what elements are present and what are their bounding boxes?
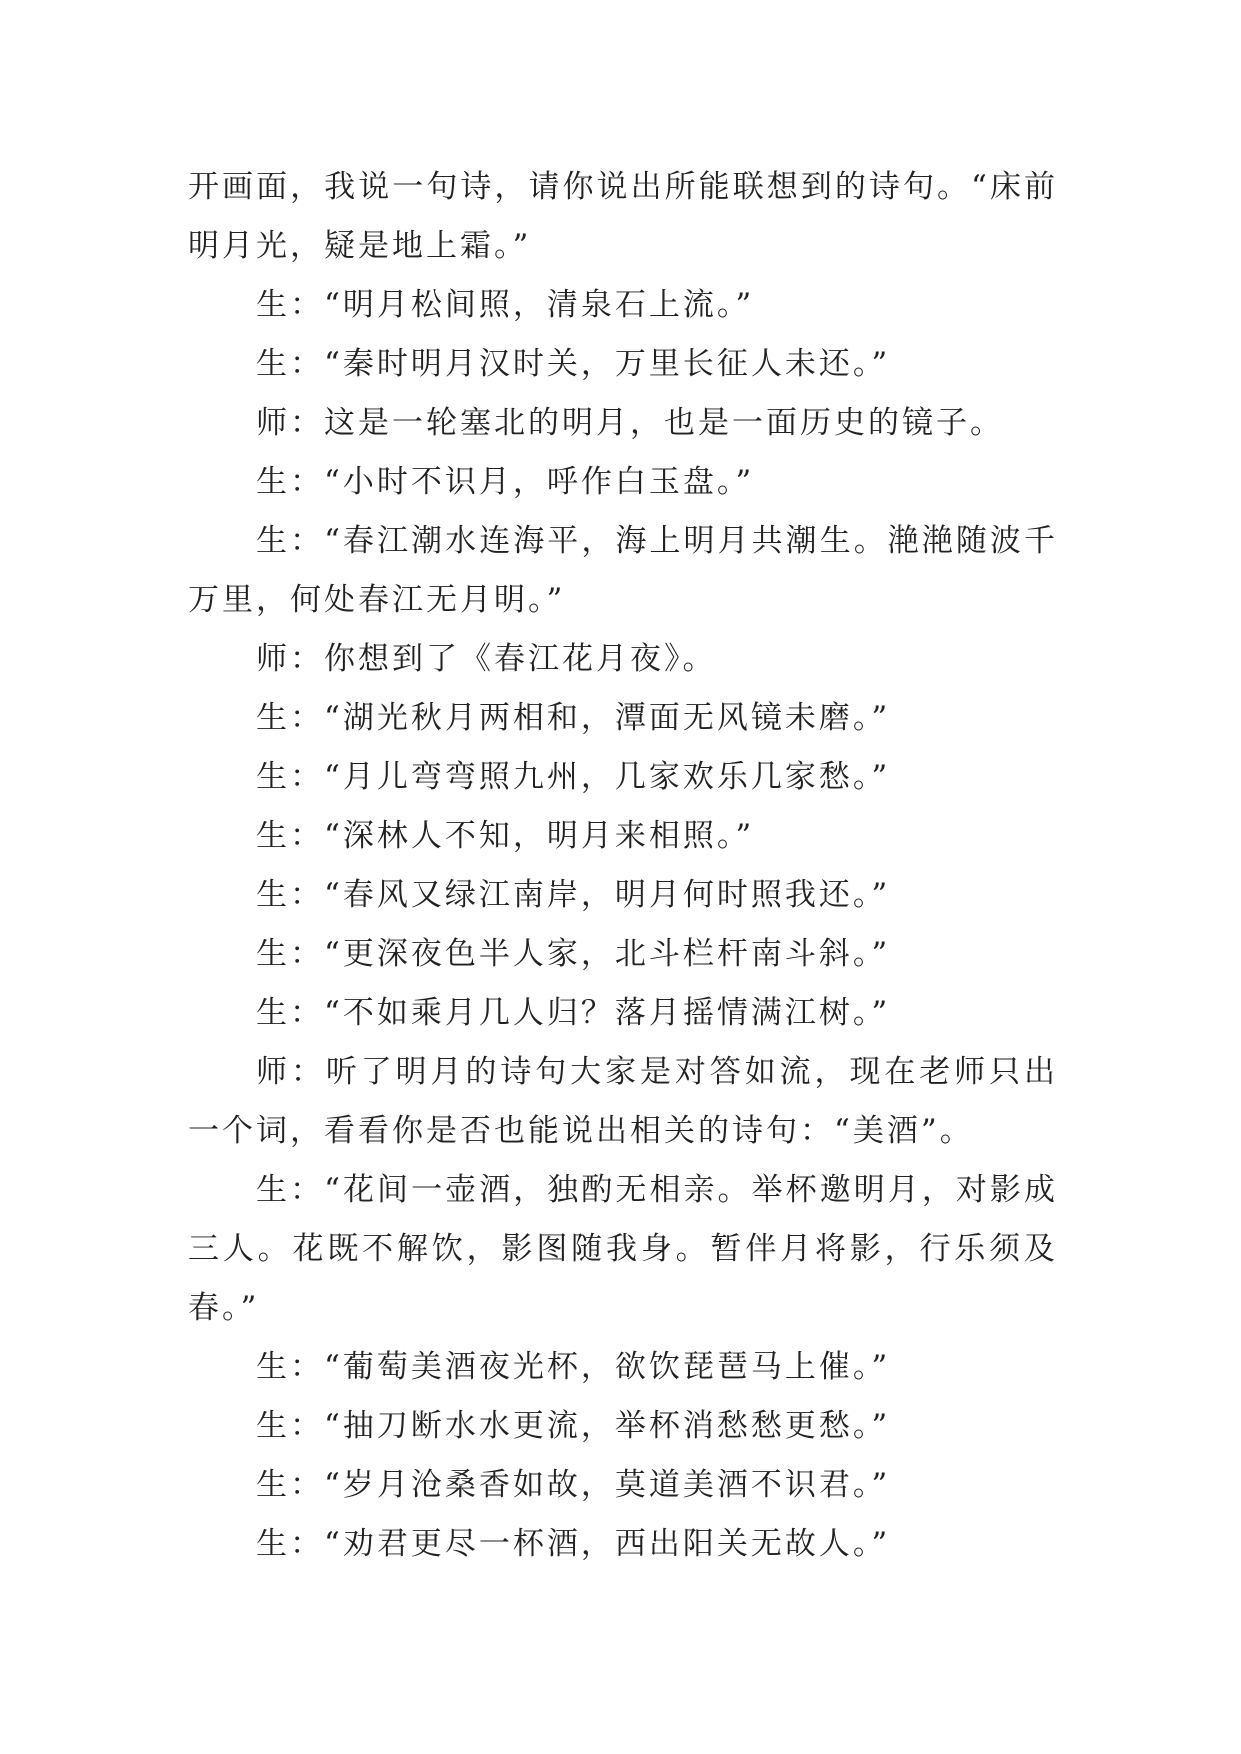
paragraph: 生：“小时不识月，呼作白玉盘。” — [256, 464, 755, 500]
paragraph: 生：“岁月沧桑香如故，莫道美酒不识君。” — [256, 1467, 891, 1503]
paragraph: 师：这是一轮塞北的明月，也是一面历史的镜子。 — [256, 405, 1004, 441]
paragraph: 生：“明月松间照，清泉石上流。” — [256, 287, 755, 323]
paragraph: 师：听了明月的诗句大家是对答如流，现在老师只出一个词，看看你是否也能说出相关的诗句：“美酒”。 — [188, 1054, 1058, 1149]
paragraph: 生：“月儿弯弯照九州，几家欢乐几家愁。” — [256, 759, 891, 795]
paragraph: 生：“不如乘月几人归？落月摇情满江树。” — [256, 995, 891, 1031]
paragraph: 师：你想到了《春江花月夜》。 — [256, 641, 717, 677]
paragraph-continuation: 开画面，我说一句诗，请你说出所能联想到的诗句。“床前明月光，疑是地上霜。” — [188, 169, 1058, 264]
paragraph: 生：“葡萄美酒夜光杯，欲饮琵琶马上催。” — [256, 1349, 891, 1385]
paragraph: 生：“劝君更尽一杯酒，西出阳关无故人。” — [256, 1526, 891, 1562]
paragraph: 生：“春风又绿江南岸，明月何时照我还。” — [256, 877, 891, 913]
paragraph: 生：“深林人不知，明月来相照。” — [256, 818, 755, 854]
document-page — [188, 158, 1058, 1574]
paragraph: 生：“秦时明月汉时关，万里长征人未还。” — [256, 346, 891, 382]
paragraph: 生：“抽刀断水水更流，举杯消愁愁更愁。” — [256, 1408, 891, 1444]
paragraph: 生：“湖光秋月两相和，潭面无风镜未磨。” — [256, 700, 891, 736]
paragraph: 生：“花间一壶酒，独酌无相亲。举杯邀明月，对影成三人。花既不解饮，影图随我身。暂伴月将影，行乐须及春。” — [188, 1172, 1058, 1326]
paragraph: 生：“更深夜色半人家，北斗栏杆南斗斜。” — [256, 936, 891, 972]
paragraph: 生：“春江潮水连海平，海上明月共潮生。滟滟随波千万里，何处春江无月明。” — [188, 523, 1058, 618]
